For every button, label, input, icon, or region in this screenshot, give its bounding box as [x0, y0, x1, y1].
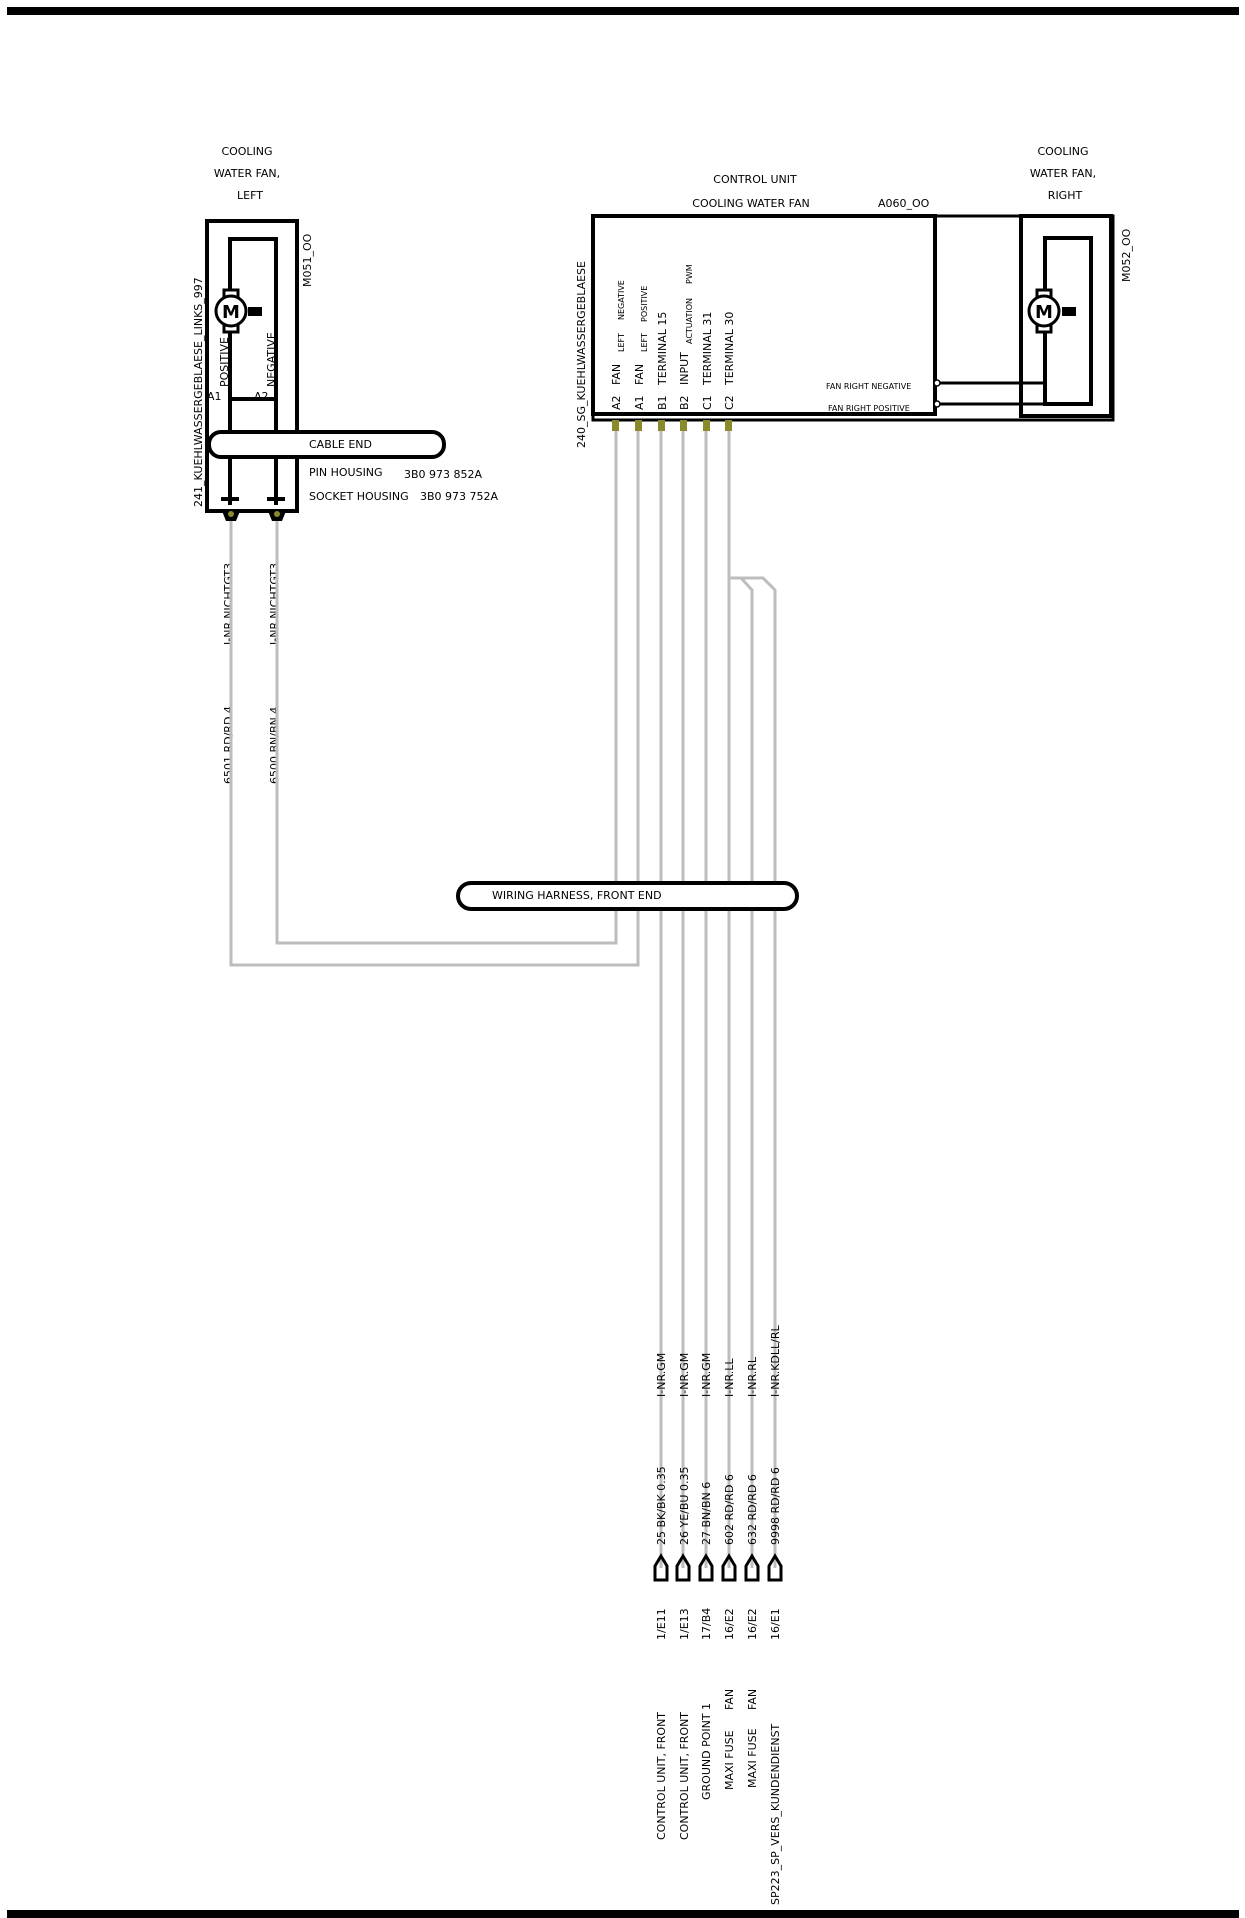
left-fan-title-1: COOLING [221, 145, 273, 158]
left-wire-id-1: 6501 RD/RD 4 [222, 706, 235, 784]
left-wire-tag-1: I-NR.NICHTGT3 [222, 562, 235, 645]
left-fan-title-3: LEFT [237, 189, 263, 202]
cu-pin-main: INPUT [678, 352, 691, 385]
bottom-wire-tag: I-NR.GM [655, 1352, 668, 1397]
left-pin-negative-label: NEGATIVE [265, 332, 278, 387]
right-fan-title-2: WATER FAN, [1029, 167, 1097, 180]
left-fan-side-label: 241_KUEHLWASSERGEBLAESE_LINKS_997 [192, 277, 205, 507]
cable-end-label: CABLE END [309, 438, 372, 451]
left-pin-a1: A1 [207, 390, 222, 403]
bottom-wire-id: 632 RD/RD 6 [746, 1474, 759, 1545]
bottom-wire-dest: CONTROL UNIT, FRONT [655, 1711, 668, 1840]
control-unit-title-2: COOLING WATER FAN [692, 197, 810, 210]
control-unit-code: A060_OO [878, 197, 930, 210]
bottom-wire-id: 27 BN/BN 6 [700, 1481, 713, 1545]
cu-pin-id: A2 [610, 395, 623, 410]
bottom-wire-pos: 16/E2 [723, 1608, 736, 1640]
socket-housing-part: 3B0 973 752A [420, 490, 499, 503]
cu-pin-sub1: ACTUATION [685, 297, 694, 344]
fan-right-negative-label: FAN RIGHT NEGATIVE [826, 382, 912, 391]
right-motor-icon [1029, 290, 1076, 332]
left-fan-title-2: WATER FAN, [213, 167, 281, 180]
fan-right-positive-label: FAN RIGHT POSITIVE [828, 404, 910, 413]
left-fan [192, 145, 314, 521]
cu-pin-B1 [656, 312, 669, 410]
bottom-wire-dest: MAXI FUSE [746, 1728, 759, 1788]
cu-pin-main: FAN [633, 363, 646, 385]
top-border [7, 7, 1239, 15]
cu-pin-main: TERMINAL 31 [701, 311, 714, 385]
right-fan-title-1: COOLING [1037, 145, 1089, 158]
pin-housing-label: PIN HOUSING [309, 466, 383, 479]
bottom-wire-dest: SP223_SP_VERS_KUNDENDIENST [769, 1723, 782, 1905]
bottom-wire-id: 26 YE/BU 0.35 [678, 1466, 691, 1545]
cu-pin-B2 [678, 264, 694, 410]
bottom-wire-tag: I-NR.LL [723, 1358, 736, 1397]
cu-pin-id: A1 [633, 395, 646, 410]
bottom-wire-tag: I-NR.RL [746, 1357, 759, 1397]
cu-pin-sub1: LEFT [617, 333, 626, 352]
cu-pin-A1 [633, 286, 649, 410]
cu-pin-sub2: NEGATIVE [617, 280, 626, 320]
bottom-wire-tag: I-NR.KDLL/RL [769, 1325, 782, 1397]
bottom-wire-dest: MAXI FUSE [723, 1730, 736, 1790]
left-fan-code: M051_OO [301, 233, 314, 287]
wires [231, 431, 775, 1568]
bottom-wire-id: 9998 RD/RD 6 [769, 1467, 782, 1545]
bottom-wire-dest: GROUND POINT 1 [700, 1702, 713, 1800]
socket-housing-label: SOCKET HOUSING [309, 490, 409, 503]
bottom-wire-tag: I-NR.GM [678, 1352, 691, 1397]
bottom-wire-dest: CONTROL UNIT, FRONT [678, 1711, 691, 1840]
cu-pin-sub1: LEFT [640, 333, 649, 352]
bottom-wire-id: 25 BK/BK 0.35 [655, 1466, 668, 1545]
bottom-wire-pos: 16/E1 [769, 1608, 782, 1640]
bottom-wire-id: 602 RD/RD 6 [723, 1474, 736, 1545]
pin-housing-part: 3B0 973 852A [404, 468, 483, 481]
control-unit-side-label: 240_SG_KUEHLWASSERGEBLAESE [575, 261, 588, 448]
cu-pin-terminals [612, 420, 732, 431]
right-fan-code: M052_OO [1120, 228, 1133, 282]
bottom-wire-pos: 1/E13 [678, 1608, 691, 1640]
bottom-wires [655, 1325, 782, 1905]
left-motor-icon [216, 290, 262, 332]
bottom-border [7, 1910, 1239, 1918]
right-fan [1021, 145, 1133, 416]
svg-text:M: M [1035, 302, 1053, 323]
left-wire-id-2: 6500 BN/BN 4 [268, 706, 281, 784]
left-pin-positive-label: POSITIVE [218, 337, 231, 387]
cu-pin-id: C2 [723, 395, 736, 410]
harness-label: WIRING HARNESS, FRONT END [492, 889, 662, 902]
cu-pin-C2 [723, 312, 736, 410]
bottom-wire-dest2: FAN [723, 1688, 736, 1710]
cu-pin-id: C1 [701, 395, 714, 410]
bottom-wire-tag: I-NR.GM [700, 1352, 713, 1397]
cu-pin-sub2: PWM [685, 264, 694, 284]
cu-pin-id: B1 [656, 395, 669, 410]
cu-pin-main: TERMINAL 15 [656, 311, 669, 385]
bottom-connectors [655, 1556, 781, 1580]
cu-pin-sub2: POSITIVE [640, 285, 649, 322]
cu-pin-main: TERMINAL 30 [723, 311, 736, 385]
bottom-wire-pos: 17/B4 [700, 1607, 713, 1640]
bottom-wire-pos: 1/E11 [655, 1608, 668, 1640]
bottom-wire-dest2: FAN [746, 1688, 759, 1710]
cu-pin-main: FAN [610, 363, 623, 385]
cu-pin-id: B2 [678, 395, 691, 410]
svg-text:M: M [222, 302, 240, 323]
bottom-wire-pos: 16/E2 [746, 1608, 759, 1640]
control-unit-title-1: CONTROL UNIT [713, 173, 797, 186]
right-fan-title-3: RIGHT [1047, 189, 1083, 202]
cu-pin-A2 [610, 280, 626, 410]
left-pin-a2: A2 [254, 390, 269, 403]
left-wire-tag-2: I-NR.NICHTGT3 [268, 562, 281, 645]
cu-pin-C1 [701, 312, 714, 410]
